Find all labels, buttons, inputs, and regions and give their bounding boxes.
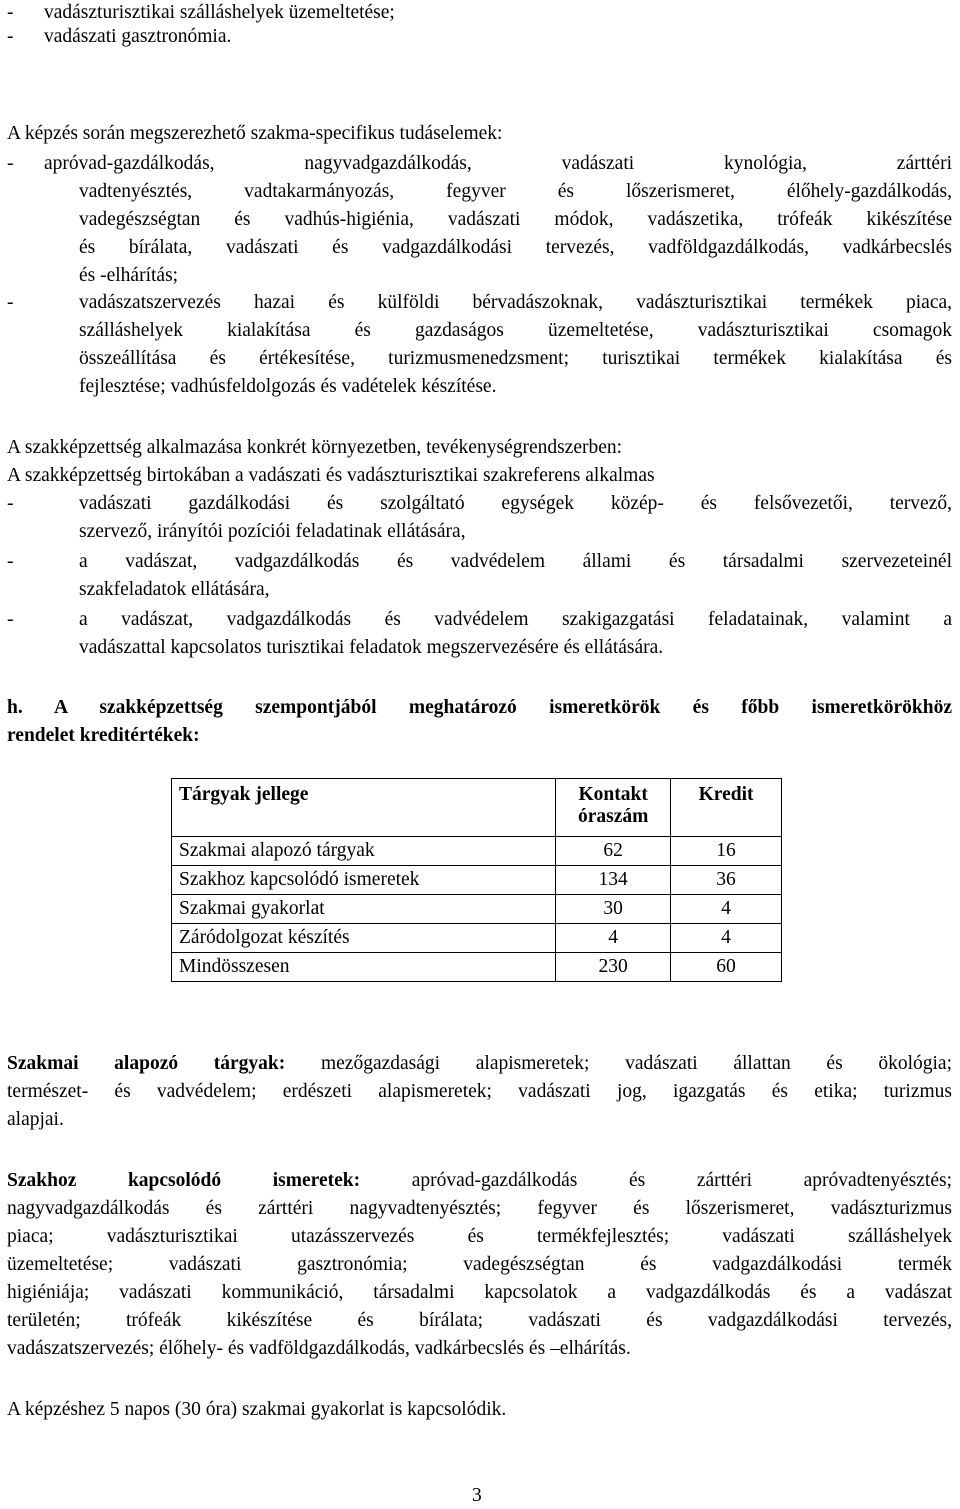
list-dash: - bbox=[7, 551, 14, 572]
table-cell: 4 bbox=[671, 895, 782, 924]
list-dash: - bbox=[7, 2, 14, 23]
skills-item-1-line: vadegészségtan és vadhús-higiénia, vadászati módok, vadászetika, trófeák kikészítése bbox=[79, 209, 952, 230]
column-header: Kredit bbox=[671, 779, 782, 837]
practice-note: A képzéshez 5 napos (30 óra) szakmai gyakorlat is kapcsolódik. bbox=[7, 1399, 507, 1420]
application-intro: A szakképzettség birtokában a vadászati és vadászturisztikai szakreferens alkalmas bbox=[7, 465, 655, 486]
table-cell: 4 bbox=[671, 924, 782, 953]
table-cell: Mindösszesen bbox=[172, 953, 556, 982]
paragraph-line: Szakmai alapozó tárgyak: mezőgazdasági alapismeretek; vadászati állattan és ökológia; bbox=[7, 1053, 952, 1074]
skills-item-1-line: apróvad-gazdálkodás, nagyvadgazdálkodás, vadászati kynológia, zárttéri bbox=[44, 153, 952, 174]
list-dash: - bbox=[7, 153, 14, 174]
paragraph-label: Szakmai alapozó tárgyak: bbox=[7, 1053, 286, 1074]
paragraph-line: üzemeltetése; vadászati gasztronómia; vadegészségtan és vadgazdálkodási termék bbox=[7, 1254, 952, 1275]
document-page: - vadászturisztikai szálláshelyek üzemeltetése; - vadászati gasztronómia. A képzés során megszerezhető szakma-specifikus tudáselemek: - apróvad-gazdálkodás, nagyvadgazdálkodás, vadászati kynológia, zárttéri vadtenyésztés, vadtakarmányozás, fegyver és lőszerismeret, élőhely-gazdálkodás, vadegészségtan és vadhús-higiénia, vadászati módok, vadászetika, trófeák kikészítése és bírálata, vadászati és vadgazdálkodási tervezés, vadföldgazdálkodás, vadkárbecslés és -elhárítás; - vadászatszervezés hazai és külföldi bérvadászoknak, vadászturisztikai termékek piaca, szálláshelyek kialakítása és gazdaságos üzemeltetése, vadászturisztikai csomagok összeállítása és értékesítése, turizmusmenedzsment; turisztikai termékek kialakítása és fejlesztése; vadhúsfeldolgozás és vadételek készítése. A szakképzettség alkalmazása konkrét környezetben, tevékenységrendszerben: A szakképzettség birtokában a vadászati és vadászturisztikai szakreferens alkalmas - vadászati gazdálkodási és szolgáltató egységek közép- és felsővezetői, tervező, szervező, irányítói pozíciói feladatinak ellátására, - a vadászat, vadgazdálkodás és vadvédelem állami és társadalmi szervezeteinél szakfeladatok ellátására, - a vadászat, vadgazdálkodás és vadvédelem szakigazgatási feladatainak, valamint a vadászattal kapcsolatos turisztikai feladatok megszervezésére és ellátására. h. A szakképzettség szempontjából meghatározó ismeretkörök és főbb ismeretkörökhöz rendelet kreditértékek: Tárgyak jellege Kontakt óraszám Kredit Szakmai alapozó tárgyak 62 16 Szakhoz kapcsolódó ismeretek 134 36 Szakmai gyakorlat 30 4 Záródolgozat készítés 4 4 Mindösszesen 230 60 Szakmai alapozó tárgyak: mezőgazdasági alapismeretek; vadászati állattan és ökológia; természet- és vadvédelem; erdészeti alapismeretek; vadászati jog, igazgatás és etika; turizmus alapjai. Szakhoz kapcsolódó ismeretek: apróvad-gazdálkodás és zárttéri apróvadtenyésztés; nagyvadgazdálkodás és zárttéri nagyvadtenyésztés; fegyver és lőszerismeret, vadászturizmus piaca; vadászturisztikai utazásszervezés és termékfejlesztés; vadászati szálláshelyek üzemeltetése; vadászati gasztronómia; vadegészségtan és vadgazdálkodási termék higiéniája; vadászati kommunikáció, társadalmi kapcsolatok a vadgazdálkodás és a vadászat területén; trófeák kikészítése és bírálata; vadászati és vadgazdálkodási tervezés, vadászatszervezés; élőhely- és vadföldgazdálkodás, vadkárbecslés és –elhárítás. A képzéshez 5 napos (30 óra) szakmai gyakorlat is kapcsolódik. 3 bbox=[7, 2, 953, 1506]
skills-item-2-line: fejlesztése; vadhúsfeldolgozás és vadételek készítése. bbox=[79, 376, 497, 397]
column-header: Kontakt óraszám bbox=[556, 779, 671, 837]
application-item-line: a vadászat, vadgazdálkodás és vadvédelem állami és társadalmi szervezeteinél bbox=[79, 551, 952, 572]
application-item-line: a vadászat, vadgazdálkodás és vadvédelem szakigazgatási feladatainak, valamint a bbox=[79, 609, 952, 630]
paragraph-line: Szakhoz kapcsolódó ismeretek: apróvad-gazdálkodás és zárttéri apróvadtenyésztés; bbox=[7, 1170, 953, 1191]
application-item-line: vadászati gazdálkodási és szolgáltató egységek közép- és felsővezetői, tervező, bbox=[79, 493, 952, 514]
paragraph-line: nagyvadgazdálkodás és zárttéri nagyvadtenyésztés; fegyver és lőszerismeret, vadászturizmus bbox=[7, 1198, 952, 1219]
table-cell: 60 bbox=[671, 953, 782, 982]
page-number: 3 bbox=[472, 1485, 482, 1506]
paragraph-line: piaca; vadászturisztikai utazásszervezés és termékfejlesztés; vadászati szálláshelyek bbox=[7, 1226, 952, 1247]
paragraph-line: vadászatszervezés; élőhely- és vadföldgazdálkodás, vadkárbecslés és –elhárítás. bbox=[7, 1338, 631, 1359]
list-dash: - bbox=[7, 493, 14, 514]
skills-intro: A képzés során megszerezhető szakma-specifikus tudáselemek: bbox=[7, 123, 503, 144]
table-cell: 62 bbox=[556, 837, 671, 866]
skills-item-2-line: szálláshelyek kialakítása és gazdaságos üzemeltetése, vadászturisztikai csomagok bbox=[79, 320, 952, 341]
list-dash: - bbox=[7, 609, 14, 630]
table-row bbox=[172, 837, 782, 866]
application-item-line: vadászattal kapcsolatos turisztikai feladatok megszervezésére és ellátására. bbox=[79, 637, 664, 658]
table-cell: 134 bbox=[556, 866, 671, 895]
table-cell: Szakmai gyakorlat bbox=[172, 895, 556, 924]
paragraph-line: alapjai. bbox=[7, 1109, 64, 1130]
application-item-line: szervező, irányítói pozíciói feladatinak ellátására, bbox=[79, 521, 466, 542]
section-heading: h. A szakképzettség szempontjából meghatározó ismeretkörök és főbb ismeretkörökhöz bbox=[7, 697, 952, 718]
section-heading: rendelet kreditértékek: bbox=[7, 725, 200, 746]
paragraph-line: higiéniája; vadászati kommunikáció, társadalmi kapcsolatok a vadgazdálkodás és a vadászat bbox=[7, 1282, 952, 1303]
list-dash: - bbox=[7, 292, 14, 313]
table-cell: Szakhoz kapcsolódó ismeretek bbox=[172, 866, 556, 895]
skills-item-2-line: vadászatszervezés hazai és külföldi bérvadászoknak, vadászturisztikai termékek piaca, bbox=[79, 292, 952, 313]
column-header: Tárgyak jellege bbox=[172, 779, 556, 837]
application-heading: A szakképzettség alkalmazása konkrét környezetben, tevékenységrendszerben: bbox=[7, 437, 623, 458]
table-cell: 230 bbox=[556, 953, 671, 982]
table-total-row bbox=[172, 953, 782, 982]
skills-item-1-line: vadtenyésztés, vadtakarmányozás, fegyver és lőszerismeret, élőhely-gazdálkodás, bbox=[79, 181, 952, 202]
table-header-row bbox=[172, 779, 782, 837]
skills-item-1-line: és bírálata, vadászati és vadgazdálkodási tervezés, vadföldgazdálkodás, vadkárbecslés bbox=[79, 237, 952, 258]
table-row bbox=[172, 866, 782, 895]
credits-table bbox=[171, 778, 782, 982]
list-dash: - bbox=[7, 26, 14, 47]
table-cell: Záródolgozat készítés bbox=[172, 924, 556, 953]
application-item-line: szakfeladatok ellátására, bbox=[79, 579, 270, 600]
table-cell: 16 bbox=[671, 837, 782, 866]
paragraph-line: területén; trófeák kikészítése és bírálata; vadászati és vadgazdálkodási tervezés, bbox=[7, 1310, 952, 1331]
table-row bbox=[172, 895, 782, 924]
skills-item-1-line: és -elhárítás; bbox=[79, 265, 179, 286]
table-cell: Szakmai alapozó tárgyak bbox=[172, 837, 556, 866]
paragraph-label: Szakhoz kapcsolódó ismeretek: bbox=[7, 1170, 361, 1191]
table-row bbox=[172, 924, 782, 953]
table-cell: 30 bbox=[556, 895, 671, 924]
paragraph-line: természet- és vadvédelem; erdészeti alapismeretek; vadászati jog, igazgatás és etika; turizmus bbox=[7, 1081, 952, 1102]
skills-item-2-line: összeállítása és értékesítése, turizmusmenedzsment; turisztikai termékek kialakítása és bbox=[79, 348, 952, 369]
table-cell: 36 bbox=[671, 866, 782, 895]
table-cell: 4 bbox=[556, 924, 671, 953]
